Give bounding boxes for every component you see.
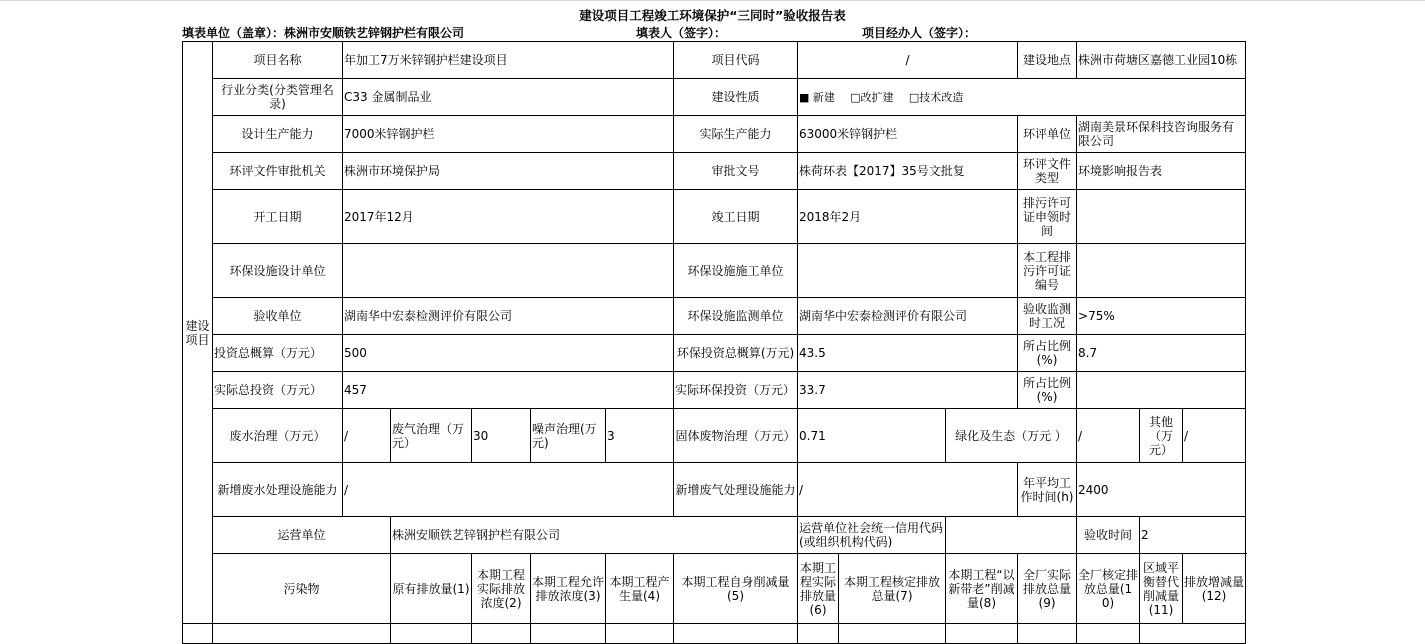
value-approval-number: 株荷环表【2017】35号文批复 bbox=[798, 153, 1018, 190]
label-project-name: 项目名称 bbox=[213, 42, 343, 79]
header-pollutant: 污染物 bbox=[213, 554, 391, 624]
fill-unit-value: 株洲市安顺铁艺锌钢护栏有限公司 bbox=[284, 26, 465, 40]
value-facility-construction-unit bbox=[798, 244, 1018, 298]
manager-signature: 项目经办人（签字）： bbox=[862, 26, 977, 40]
row-industry bbox=[183, 79, 1246, 116]
label-wastewater-cost: 废水治理（万元） bbox=[213, 409, 343, 463]
value-annual-hours: 2400 bbox=[1077, 463, 1246, 517]
label-noise-cost: 噪声治理(万元) bbox=[531, 409, 606, 463]
label-completion-date: 竣工日期 bbox=[674, 190, 798, 244]
label-eia-unit: 环评单位 bbox=[1018, 116, 1077, 153]
value-project-name: 年加工7万米锌钢护栏建设项目 bbox=[343, 42, 674, 79]
label-env-budget: 环保投资总概算(万元) bbox=[674, 335, 798, 372]
row-dates bbox=[183, 190, 1246, 244]
row-new-capacity bbox=[183, 463, 1246, 517]
cell-empty bbox=[213, 624, 391, 644]
row-approval bbox=[183, 153, 1246, 190]
header-actual-concentration: 本期工程实际排放浓度(2) bbox=[472, 554, 531, 624]
value-budget-ratio: 8.7 bbox=[1077, 335, 1246, 372]
value-permit-time bbox=[1077, 190, 1246, 244]
row-treatment-costs bbox=[183, 409, 1246, 463]
row-acceptance bbox=[183, 298, 1246, 335]
label-eia-type: 环评文件类型 bbox=[1018, 153, 1077, 190]
label-facility-construction-unit: 环保设施施工单位 bbox=[674, 244, 798, 298]
header-regional-reduction: 区域平衡替代削减量(11) bbox=[1140, 554, 1183, 624]
value-construction-nature bbox=[798, 79, 1246, 116]
header-generation: 本期工程产生量(4) bbox=[606, 554, 674, 624]
cell-empty bbox=[391, 624, 472, 644]
cell-empty bbox=[531, 624, 606, 644]
header-new-for-old: 本期工程“以新带老”削减量(8) bbox=[946, 554, 1018, 624]
label-permit-number: 本工程排污许可证编号 bbox=[1018, 244, 1077, 298]
value-industry: C33 金属制品业 bbox=[343, 79, 674, 116]
value-credit-code bbox=[946, 517, 1077, 554]
filler-signature: 填表人（签字）： bbox=[636, 26, 727, 40]
value-investment-ratio bbox=[1077, 372, 1246, 409]
header-allowed-concentration: 本期工程允许排放浓度(3) bbox=[531, 554, 606, 624]
row-project-name bbox=[183, 42, 1246, 79]
label-budget-ratio: 所占比例(%) bbox=[1018, 335, 1077, 372]
value-approval-authority: 株洲市环境保护局 bbox=[343, 153, 674, 190]
value-operator: 株洲安顺铁艺锌钢护栏有限公司 bbox=[391, 517, 798, 554]
cell-empty bbox=[472, 624, 531, 644]
label-industry: 行业分类(分类管理名录) bbox=[213, 79, 343, 116]
checkbox-technical-upgrade: □技术改造 bbox=[908, 90, 964, 104]
label-design-capacity: 设计生产能力 bbox=[213, 116, 343, 153]
label-other-cost: 其他（万元） bbox=[1140, 409, 1183, 463]
label-project-code: 项目代码 bbox=[674, 42, 798, 79]
section-label: 建设项目 bbox=[183, 42, 213, 624]
cell-empty bbox=[1018, 624, 1077, 644]
cell-empty bbox=[1140, 624, 1246, 644]
label-actual-investment: 实际总投资（万元） bbox=[213, 372, 343, 409]
label-exhaust-cost: 废气治理（万元） bbox=[391, 409, 472, 463]
row-budget bbox=[183, 335, 1246, 372]
report-title: 建设项目工程竣工环境保护“三同时”验收报告表 bbox=[579, 8, 846, 23]
top-divider bbox=[0, 0, 1425, 1]
value-new-exhaust-capacity: / bbox=[798, 463, 1018, 517]
label-approval-authority: 环评文件审批机关 bbox=[213, 153, 343, 190]
value-actual-env-investment: 33.7 bbox=[798, 372, 1018, 409]
label-credit-code: 运营单位社会统一信用代码(或组织机构代码) bbox=[798, 517, 946, 554]
label-solid-waste-cost: 固体废物治理（万元） bbox=[674, 409, 798, 463]
cell-empty bbox=[798, 624, 839, 644]
value-total-budget: 500 bbox=[343, 335, 674, 372]
value-working-condition: >75% bbox=[1077, 298, 1246, 335]
cell-empty bbox=[839, 624, 946, 644]
row-pollutant-header bbox=[183, 554, 1246, 624]
label-greening-cost: 绿化及生态（万元 ） bbox=[946, 409, 1077, 463]
row-capacity bbox=[183, 116, 1246, 153]
checkbox-new: ■ 新建 bbox=[799, 90, 835, 104]
label-total-budget: 投资总概算（万元） bbox=[213, 335, 343, 372]
label-actual-env-investment: 实际环保投资（万元） bbox=[674, 372, 798, 409]
header-actual-emission: 本期工程实际排放量(6) bbox=[798, 554, 839, 624]
cell-empty bbox=[674, 624, 798, 644]
value-eia-type: 环境影响报告表 bbox=[1077, 153, 1246, 190]
value-acceptance-unit: 湖南华中宏泰检测评价有限公司 bbox=[343, 298, 674, 335]
value-env-budget: 43.5 bbox=[798, 335, 1018, 372]
header-self-reduction: 本期工程自身削减量(5) bbox=[674, 554, 798, 624]
value-facility-design-unit bbox=[343, 244, 674, 298]
label-construction-nature: 建设性质 bbox=[674, 79, 798, 116]
value-acceptance-time: 2 bbox=[1140, 517, 1246, 554]
cell-empty bbox=[1077, 624, 1140, 644]
value-design-capacity: 7000米锌钢护栏 bbox=[343, 116, 674, 153]
value-completion-date: 2018年2月 bbox=[798, 190, 1018, 244]
fill-unit bbox=[182, 24, 464, 41]
label-acceptance-unit: 验收单位 bbox=[213, 298, 343, 335]
label-operator: 运营单位 bbox=[213, 517, 391, 554]
value-monitoring-unit: 湖南华中宏泰检测评价有限公司 bbox=[798, 298, 1018, 335]
value-exhaust-cost: 30 bbox=[472, 409, 531, 463]
row-pollutant-partial bbox=[183, 624, 1246, 644]
label-acceptance-time: 验收时间 bbox=[1077, 517, 1140, 554]
header-approved-total: 本期工程核定排放总量(7) bbox=[839, 554, 946, 624]
label-approval-number: 审批文号 bbox=[674, 153, 798, 190]
row-operator bbox=[183, 517, 1246, 554]
cell-section-cont bbox=[183, 624, 213, 644]
label-permit-time: 排污许可证申领时间 bbox=[1018, 190, 1077, 244]
value-eia-unit: 湖南美景环保科技咨询服务有限公司 bbox=[1077, 116, 1246, 153]
value-project-code: / bbox=[798, 42, 1018, 79]
value-new-wastewater-capacity: / bbox=[343, 463, 674, 517]
acceptance-report-table bbox=[182, 41, 1246, 644]
label-new-exhaust-capacity: 新增废气处理设施能力 bbox=[674, 463, 798, 517]
value-actual-investment: 457 bbox=[343, 372, 674, 409]
label-monitoring-unit: 环保设施监测单位 bbox=[674, 298, 798, 335]
value-actual-capacity: 63000米锌钢护栏 bbox=[798, 116, 1018, 153]
fill-unit-label: 填表单位（盖章）： bbox=[182, 26, 285, 40]
value-start-date: 2017年12月 bbox=[343, 190, 674, 244]
label-facility-design-unit: 环保设施设计单位 bbox=[213, 244, 343, 298]
value-location: 株洲市荷塘区嘉德工业园10栋 bbox=[1077, 42, 1246, 79]
label-investment-ratio: 所占比例(%) bbox=[1018, 372, 1077, 409]
checkbox-expansion: □改扩建 bbox=[850, 90, 894, 104]
cell-empty bbox=[606, 624, 674, 644]
value-other-cost: / bbox=[1183, 409, 1246, 463]
label-start-date: 开工日期 bbox=[213, 190, 343, 244]
value-solid-waste-cost: 0.71 bbox=[798, 409, 946, 463]
label-new-wastewater-capacity: 新增废水处理设施能力 bbox=[213, 463, 343, 517]
row-actual-investment bbox=[183, 372, 1246, 409]
cell-empty bbox=[946, 624, 1018, 644]
value-permit-number bbox=[1077, 244, 1246, 298]
header-plant-actual-total: 全厂实际排放总量(9) bbox=[1018, 554, 1077, 624]
value-noise-cost: 3 bbox=[606, 409, 674, 463]
label-annual-hours: 年平均工作时间(h) bbox=[1018, 463, 1077, 517]
value-wastewater-cost: / bbox=[343, 409, 391, 463]
label-actual-capacity: 实际生产能力 bbox=[674, 116, 798, 153]
value-greening-cost: / bbox=[1077, 409, 1140, 463]
header-plant-approved-total: 全厂核定排放总量(10) bbox=[1077, 554, 1140, 624]
label-location: 建设地点 bbox=[1018, 42, 1077, 79]
row-facility-units bbox=[183, 244, 1246, 298]
header-original-emission: 原有排放量(1) bbox=[391, 554, 472, 624]
header-emission-change: 排放增减量(12) bbox=[1183, 554, 1246, 624]
label-working-condition: 验收监测时工况 bbox=[1018, 298, 1077, 335]
